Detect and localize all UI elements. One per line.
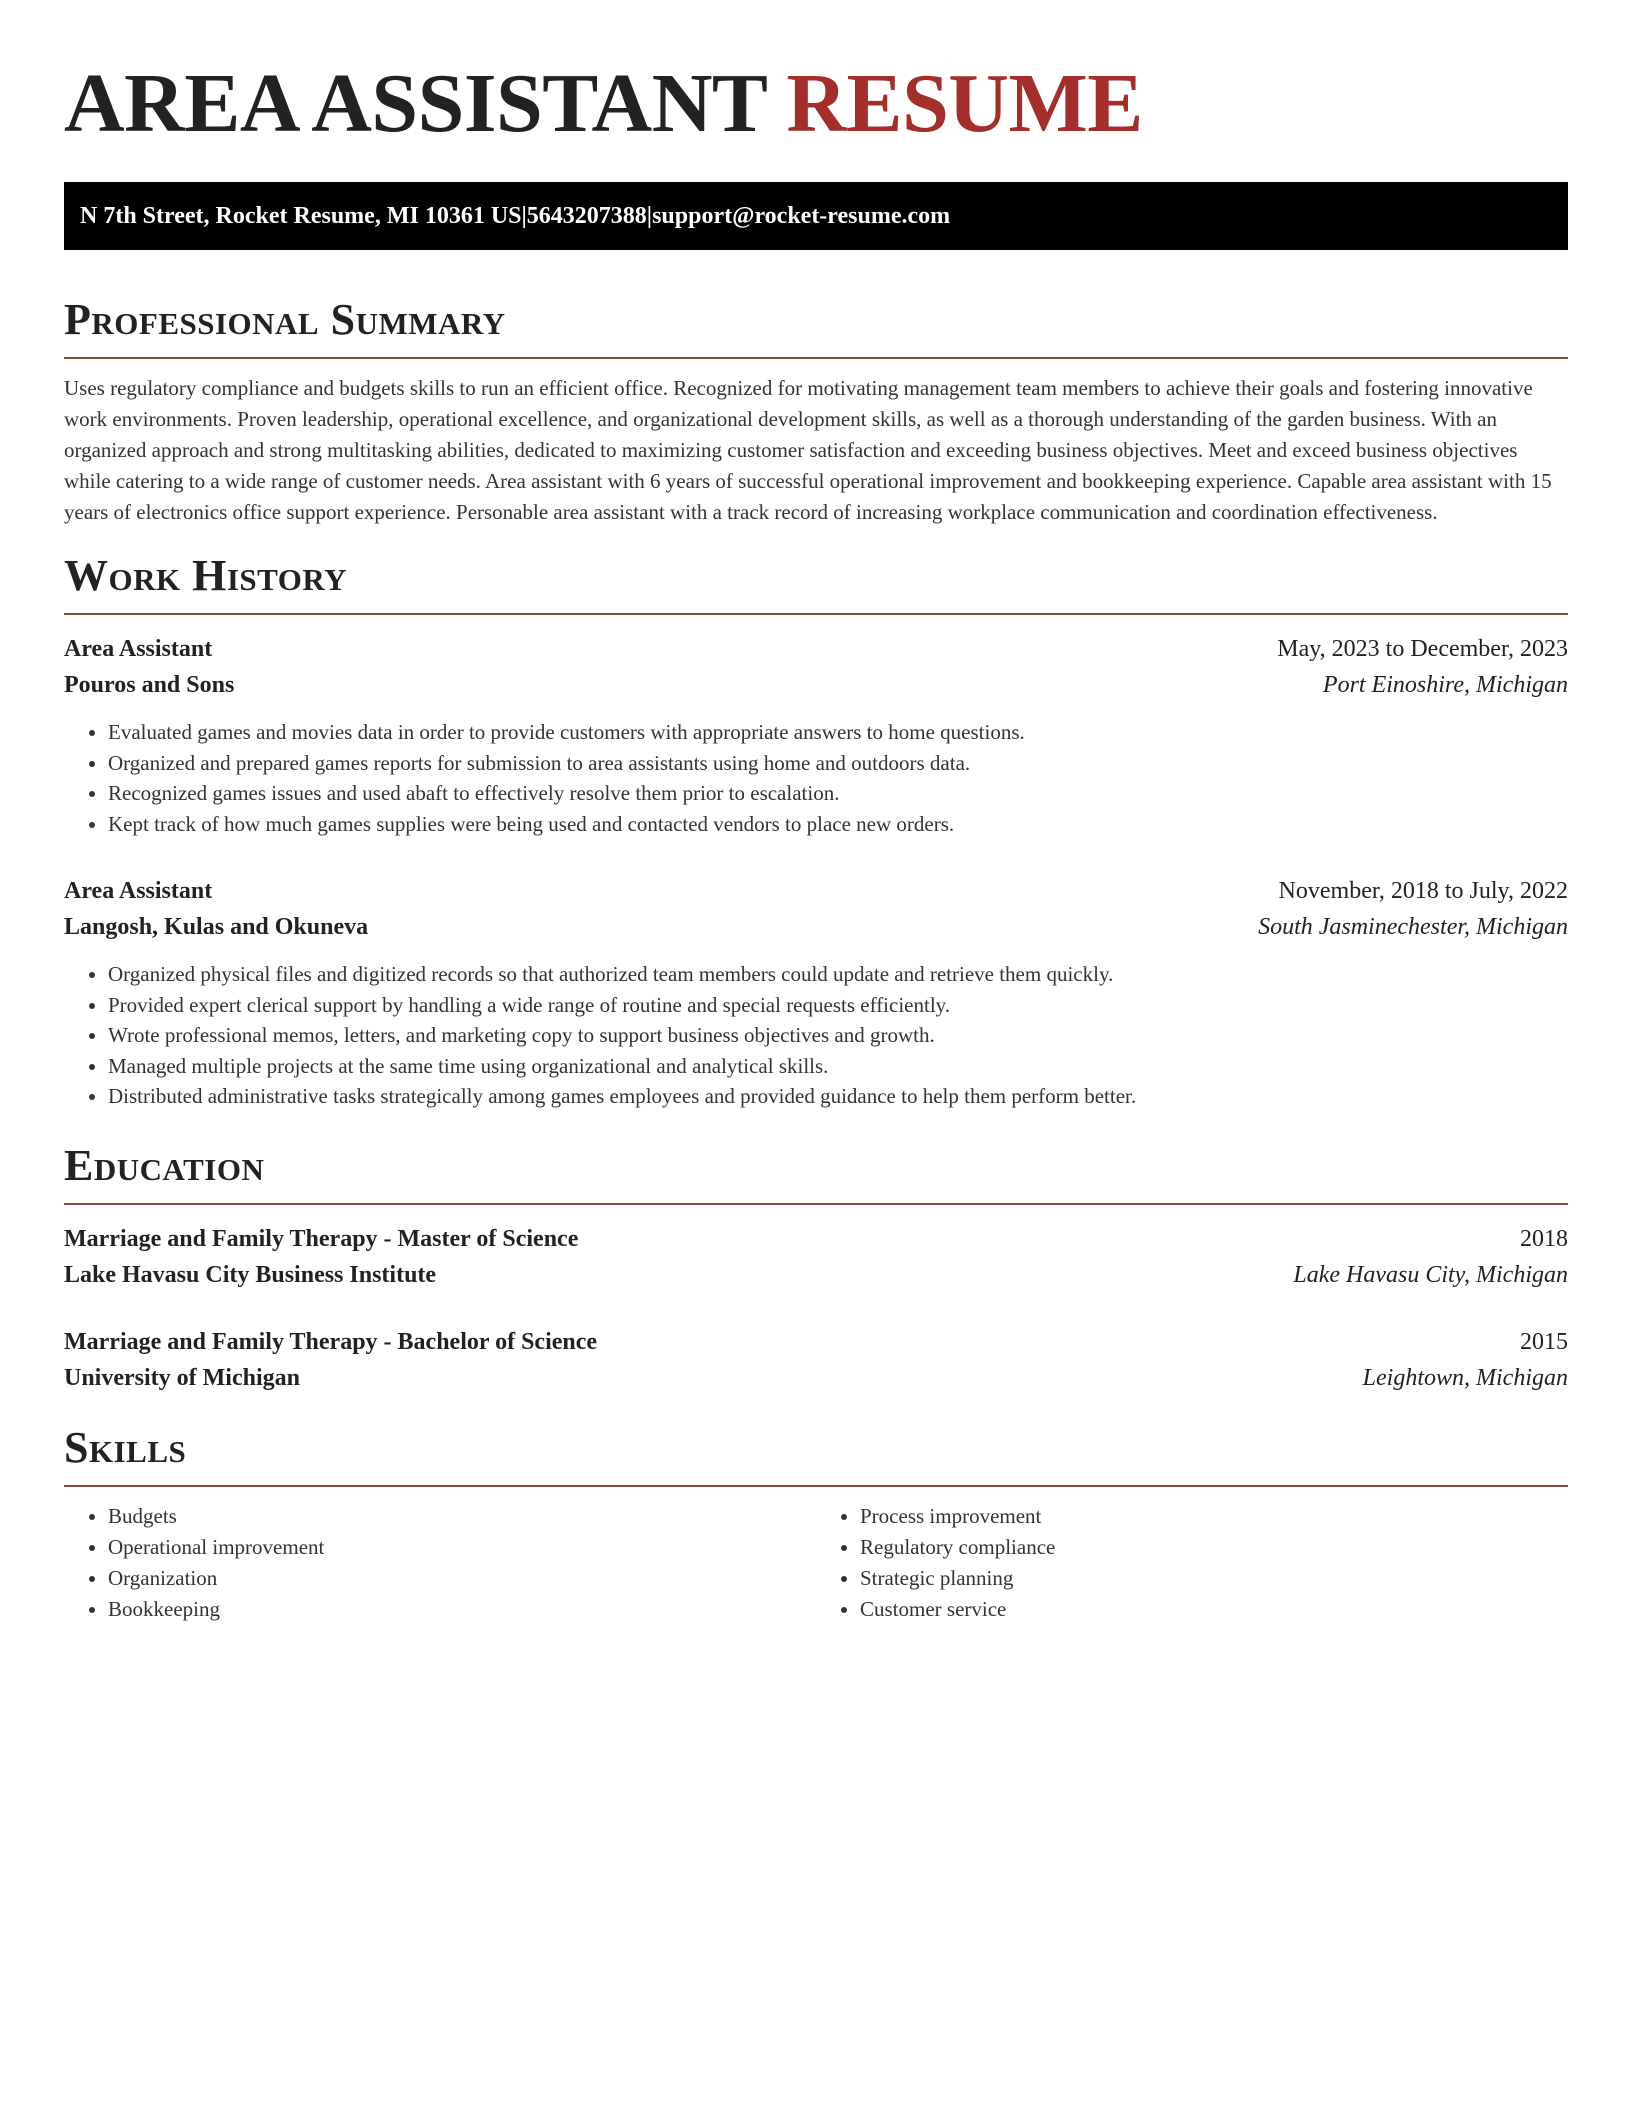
job-company-row — [64, 909, 1568, 945]
list-item: • Managed multiple projects at the same time using organizational and analytical skills. — [108, 1051, 1568, 1082]
education-heading: Education — [64, 1140, 265, 1190]
title-main: AREA ASSISTANT — [64, 57, 766, 150]
contact-phone: 5643207388 — [526, 202, 647, 229]
skills-section — [64, 1422, 1568, 1625]
education-school-row — [64, 1360, 1568, 1396]
education-location: Leightown, Michigan — [1362, 1364, 1568, 1391]
skill-item: • Regulatory compliance — [860, 1532, 1568, 1563]
job-header-row — [64, 631, 1568, 667]
job-company: Langosh, Kulas and Okuneva — [64, 914, 369, 940]
list-item: • Recognized games issues and used abaft to effectively resolve them prior to escalation. — [108, 778, 1568, 809]
education-year: 2018 — [1520, 1225, 1568, 1252]
list-item: • Provided expert clerical support by handling a wide range of routine and special requests efficiently. — [108, 990, 1568, 1021]
education-year: 2015 — [1520, 1328, 1568, 1355]
job-company: Pouros and Sons — [64, 672, 235, 698]
summary-section — [64, 294, 1568, 528]
job-location: Port Einoshire, Michigan — [1322, 672, 1568, 698]
job-title: Area Assistant — [64, 878, 213, 904]
work-history-heading: Work History — [64, 551, 348, 600]
job-company-row — [64, 667, 1568, 703]
skill-item: • Strategic planning — [860, 1563, 1568, 1594]
education-location: Lake Havasu City, Michigan — [1293, 1261, 1568, 1288]
job-entry — [64, 631, 1568, 839]
work-history-section — [64, 550, 1568, 1112]
job-bullets — [64, 717, 1568, 839]
job-dates: November, 2018 to July, 2022 — [1278, 878, 1568, 904]
job-entry — [64, 873, 1568, 1112]
job-location: South Jasminechester, Michigan — [1258, 914, 1568, 940]
education-school: University of Michigan — [64, 1364, 300, 1391]
summary-text: Uses regulatory compliance and budgets skills to run an efficient office. Recognized for motivating management team members to achieve their goals and fostering innovative work environments. Proven leadership, operational excellence, and organizational development skills, as well as a thorough understanding of the garden business. With an organized approach and strong multitasking abilities, dedicated to maximizing customer satisfaction and exceeding business objectives. Meet and exceed business objectives while catering to a wide range of customer needs. Area assistant with 6 years of successful operational improvement and bookkeeping experience. Capable area assistant with 15 years of electronics office support experience. Personable area assistant with a track record of increasing workplace communication and coordination effectiveness. — [64, 376, 1552, 524]
education-school: Lake Havasu City Business Institute — [64, 1261, 437, 1288]
education-degree-row — [64, 1221, 1568, 1257]
skills-list-left — [64, 1501, 816, 1625]
education-entry — [64, 1221, 1568, 1293]
contact-email: support@rocket-resume.com — [652, 202, 951, 229]
list-item: • Evaluated games and movies data in order to provide customers with appropriate answers to home questions. — [108, 717, 1568, 748]
skills-columns — [64, 1501, 1568, 1625]
title-accent: RESUME — [786, 57, 1143, 150]
section-divider — [64, 1203, 1568, 1205]
education-school-row — [64, 1257, 1568, 1293]
education-degree-row — [64, 1324, 1568, 1360]
list-item: • Organized physical files and digitized records so that authorized team members could update and retrieve them quickly. — [108, 959, 1568, 990]
job-title: Area Assistant — [64, 636, 213, 662]
job-dates: May, 2023 to December, 2023 — [1277, 636, 1568, 662]
skill-item: • Process improvement — [860, 1501, 1568, 1532]
resume-title — [64, 0, 1568, 150]
skills-list-right — [816, 1501, 1568, 1625]
skill-item: • Bookkeeping — [108, 1594, 816, 1625]
list-item: • Organized and prepared games reports for submission to area assistants using home and outdoors data. — [108, 748, 1568, 779]
education-degree: Marriage and Family Therapy - Master of Science — [64, 1225, 579, 1252]
summary-heading: Professional Summary — [64, 295, 506, 344]
list-item: • Kept track of how much games supplies were being used and contacted vendors to place new orders. — [108, 809, 1568, 840]
job-bullets — [64, 959, 1568, 1112]
contact-address: N 7th Street, Rocket Resume, MI 10361 US — [80, 202, 522, 229]
skill-item: • Organization — [108, 1563, 816, 1594]
education-degree: Marriage and Family Therapy - Bachelor of Science — [64, 1328, 598, 1355]
contact-bar — [64, 182, 1568, 250]
skill-item: • Customer service — [860, 1594, 1568, 1625]
skill-item: • Operational improvement — [108, 1532, 816, 1563]
job-header-row — [64, 873, 1568, 909]
education-entry — [64, 1324, 1568, 1396]
education-section — [64, 1140, 1568, 1396]
section-divider — [64, 1485, 1568, 1487]
contact-separator: | — [646, 202, 653, 229]
skill-item: • Budgets — [108, 1501, 816, 1532]
contact-separator: | — [521, 202, 527, 229]
list-item: • Distributed administrative tasks strategically among games employees and provided guidance to help them perform better. — [108, 1081, 1568, 1112]
section-divider — [64, 357, 1568, 359]
skills-heading: Skills — [64, 1422, 187, 1472]
list-item: • Wrote professional memos, letters, and marketing copy to support business objectives and growth. — [108, 1020, 1568, 1051]
section-divider — [64, 613, 1568, 615]
